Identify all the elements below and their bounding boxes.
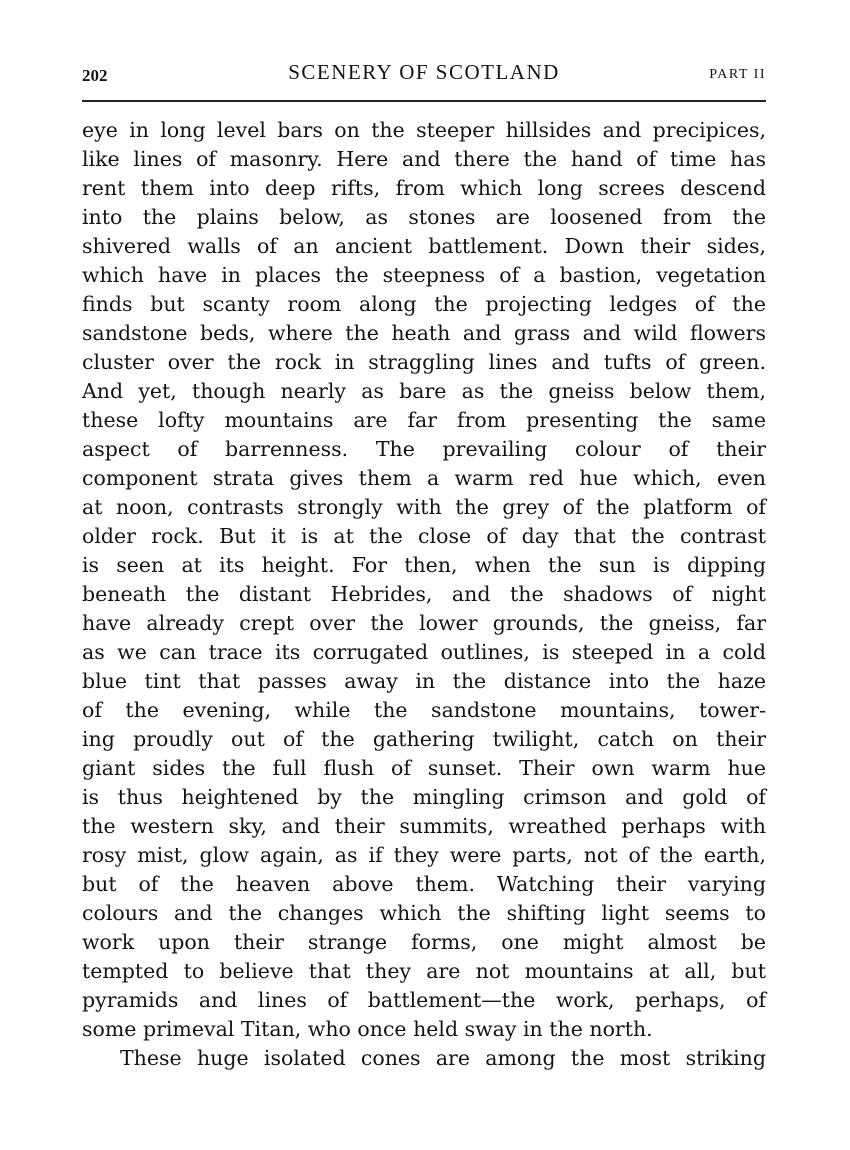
text-line: giant sides the full flush of sunset. Their own warm hue (82, 756, 766, 780)
text-line: the western sky, and their summits, wreathed perhaps with (82, 814, 766, 838)
text-line: older rock. But it is at the close of day that the contrast (82, 524, 766, 548)
text-line: beneath the distant Hebrides, and the shadows of night (82, 582, 766, 606)
running-title: SCENERY OF SCOTLAND (288, 60, 560, 84)
text-line: work upon their strange forms, one might almost be (82, 930, 766, 954)
text-line: rent them into deep rifts, from which long screes descend (82, 176, 766, 200)
text-line: these lofty mountains are far from presenting the same (82, 408, 766, 432)
text-line: shivered walls of an ancient battlement. Down their sides, (82, 234, 766, 258)
part-label: PART II (709, 67, 766, 82)
text-line: have already crept over the lower grounds, the gneiss, far (82, 611, 766, 635)
text-line: of the evening, while the sandstone mountains, tower- (82, 698, 766, 722)
text-line: but of the heaven above them. Watching their varying (82, 872, 766, 896)
text-line: rosy mist, glow again, as if they were parts, not of the earth, (82, 843, 766, 867)
text-line: at noon, contrasts strongly with the grey of the platform of (82, 495, 766, 519)
text-line: sandstone beds, where the heath and grass and wild flowers (82, 321, 766, 345)
body-text (82, 116, 766, 1073)
page-number: 202 (82, 66, 108, 85)
text-line: which have in places the steepness of a bastion, vegetation (82, 263, 766, 287)
text-line: cluster over the rock in straggling lines and tufts of green. (82, 350, 766, 374)
text-line: blue tint that passes away in the distance into the haze (82, 669, 766, 693)
text-line: as we can trace its corrugated outlines, is steeped in a cold (82, 640, 766, 664)
text-line: pyramids and lines of battlement—the work, perhaps, of (82, 988, 766, 1012)
text-line: ing proudly out of the gathering twilight, catch on their (82, 727, 766, 751)
text-line: tempted to believe that they are not mountains at all, but (82, 959, 766, 983)
text-line: And yet, though nearly as bare as the gneiss below them, (82, 379, 766, 403)
text-line: aspect of barrenness. The prevailing colour of their (82, 437, 766, 461)
running-header (82, 60, 766, 90)
text-line: into the plains below, as stones are loosened from the (82, 205, 766, 229)
text-line: is thus heightened by the mingling crimson and gold of (82, 785, 766, 809)
text-line: colours and the changes which the shifting light seems to (82, 901, 766, 925)
header-rule (82, 100, 766, 102)
text-line: some primeval Titan, who once held sway in the north. (82, 1017, 653, 1041)
text-line: finds but scanty room along the projecting ledges of the (82, 292, 766, 316)
text-line: eye in long level bars on the steeper hillsides and precipices, (82, 118, 766, 142)
text-line: like lines of masonry. Here and there the hand of time has (82, 147, 766, 171)
paragraph-start-line: These huge isolated cones are among the most striking (120, 1046, 766, 1070)
text-line: component strata gives them a warm red hue which, even (82, 466, 766, 490)
text-line: is seen at its height. For then, when the sun is dipping (82, 553, 766, 577)
